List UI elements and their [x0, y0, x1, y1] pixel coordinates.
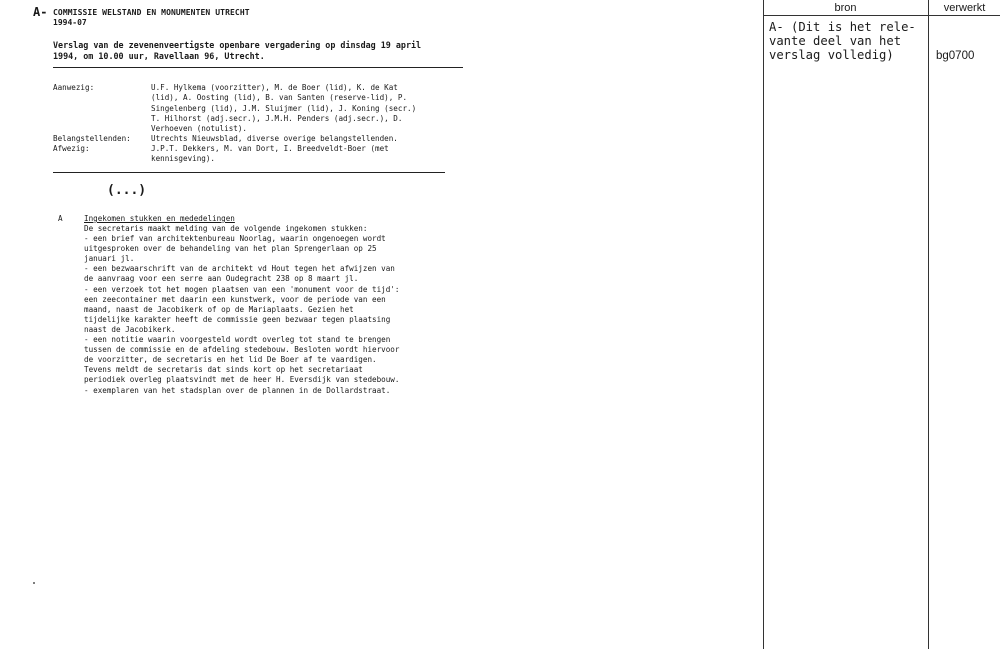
absent-line: J.P.T. Dekkers, M. van Dort, I. Breedveldt-Boer (met	[151, 144, 389, 153]
source-note	[769, 20, 929, 62]
stakeholders-label: Belangstellenden:	[53, 134, 131, 143]
report-title	[53, 40, 473, 62]
table-header-rule	[763, 15, 1000, 16]
column-header-verwerkt: verwerkt	[943, 2, 986, 14]
note-line: vante deel van het	[769, 34, 902, 48]
body-line: - een notitie waarin voorgesteld wordt overleg tot stand te brengen	[84, 335, 391, 345]
present-line: T. Hilhorst (adj.secr.), J.M.H. Penders (adj.secr.), D.	[151, 113, 403, 123]
absent-list	[151, 144, 461, 165]
divider	[53, 172, 445, 173]
present-label: Aanwezig:	[53, 83, 95, 92]
body-line: Tevens meldt de secretaris dat sinds kort op het secretariaat	[84, 365, 363, 375]
present-line: U.F. Hylkema (voorzitter), M. de Boer (lid), K. de Kat	[151, 83, 398, 92]
organization-name: COMMISSIE WELSTAND EN MONUMENTEN UTRECHT	[53, 8, 250, 17]
item-heading: Ingekomen stukken en mededelingen	[84, 214, 235, 223]
body-line: - een brief van architektenbureau Noorlag, waarin ongenoegen wordt	[84, 234, 386, 244]
scan-speck	[33, 582, 35, 584]
body-line: tussen de commissie en de afdeling stedebouw. Besloten wordt hiervoor	[84, 345, 400, 355]
note-line: verslag volledig)	[769, 48, 894, 62]
body-line: tijdelijke karakter heeft de commissie geen bezwaar tegen plaatsing	[84, 314, 391, 324]
body-line: de voorzitter, de secretaris en het lid De Boer af te vaardigen.	[84, 355, 377, 365]
body-line: periodiek overleg plaatsvindt met de heer H. Eversdijk van stedebouw.	[84, 375, 400, 385]
item-body	[84, 224, 454, 396]
title-line: 1994, om 10.00 uur, Ravellaan 96, Utrecht.	[53, 51, 265, 61]
present-line: Singelenberg (lid), J.M. Sluijmer (lid), J. Koning (secr.)	[151, 103, 417, 113]
column-header-bron: bron	[834, 2, 857, 14]
divider	[53, 67, 463, 68]
body-line: uitgesproken over de behandeling van het plan Sprengerlaan op 25	[84, 244, 377, 254]
body-line: - exemplaren van het stadsplan over de plannen in de Dollardstraat.	[84, 385, 391, 395]
absent-line: kennisgeving).	[151, 154, 216, 164]
omission-mark: (...)	[107, 183, 147, 198]
table-column-divider	[928, 0, 929, 649]
body-line: - een bezwaarschrift van de architekt vd Hout tegen het afwijzen van	[84, 264, 395, 274]
processed-reference: bg0700	[936, 50, 975, 62]
present-line: (lid), A. Oosting (lid), B. van Santen (reserve-lid), P.	[151, 93, 408, 103]
section-marker: A-	[33, 5, 48, 19]
body-line: naast de Jacobikerk.	[84, 324, 176, 334]
title-line: Verslag van de zevenenveertigste openbare vergadering op dinsdag 19 april	[53, 40, 422, 50]
body-line: maand, naast de Jacobikerk of op de Mariaplaats. Gezien het	[84, 304, 354, 314]
body-line: de aanvraag voor een serre aan Oudegracht 238 op 8 maart jl.	[84, 274, 359, 284]
body-line: - een verzoek tot het mogen plaatsen van een 'monument voor de tijd':	[84, 284, 400, 294]
present-list	[151, 83, 461, 134]
table-border-left	[763, 0, 764, 649]
body-line: januari jl.	[84, 254, 135, 264]
note-line: A- (Dit is het rele-	[769, 20, 916, 34]
item-letter: A	[58, 214, 63, 223]
body-line: De secretaris maakt melding van de volgende ingekomen stukken:	[84, 224, 368, 233]
body-line: een zeecontainer met daarin een kunstwerk, voor de periode van een	[84, 294, 386, 304]
present-line: Verhoeven (notulist).	[151, 124, 248, 134]
absent-label: Afwezig:	[53, 144, 90, 153]
stakeholders-value: Utrechts Nieuwsblad, diverse overige belangstellenden.	[151, 134, 398, 143]
date-code: 1994-07	[53, 18, 87, 27]
